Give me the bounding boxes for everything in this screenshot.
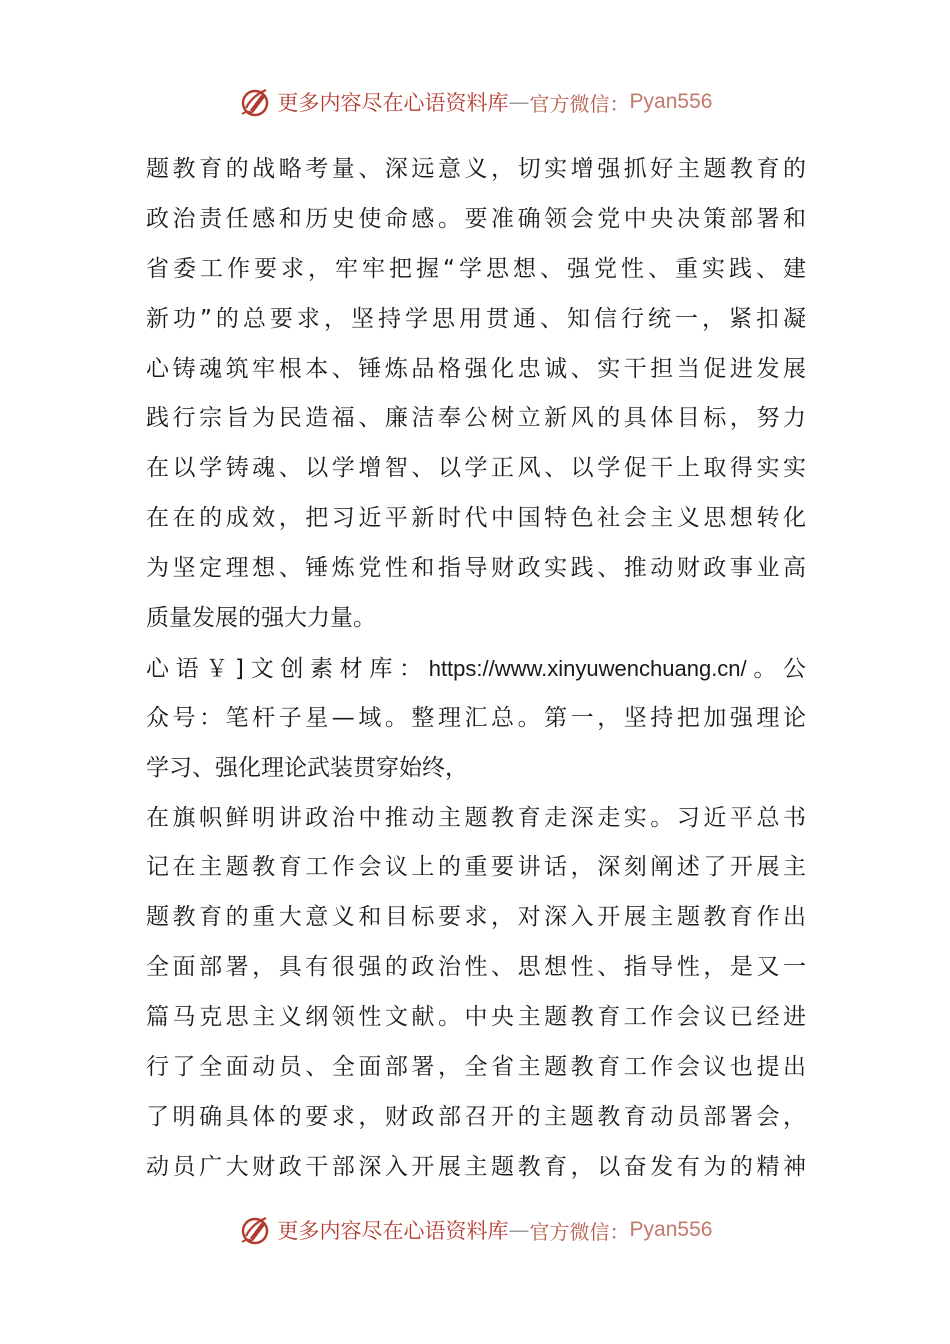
footer-banner bbox=[0, 1208, 950, 1252]
body-line: 质量发展的强大力量。 bbox=[146, 605, 376, 632]
body-line: 篇马克思主义纲领性文献。中央主题教育工作会议已经进 bbox=[146, 1004, 806, 1031]
body-line: 学习、强化理论武装贯穿始终， bbox=[146, 754, 468, 781]
body-line: 在以学铸魂、以学增智、以学正风、以学促干上取得实实 bbox=[146, 455, 806, 482]
source-suffix: 。公 bbox=[746, 655, 806, 682]
body-line: 动员广大财政干部深入开展主题教育，以奋发有为的精神 bbox=[146, 1153, 806, 1180]
source-line bbox=[146, 644, 806, 694]
body-line: 新功”的总要求，坚持学思用贯通、知信行统一，紧扣凝 bbox=[146, 305, 806, 332]
header-banner bbox=[0, 80, 950, 124]
body-line: 题教育的战略考量、深远意义，切实增强抓好主题教育的 bbox=[146, 156, 806, 182]
pen-nib-circle-logo-icon bbox=[238, 1212, 274, 1248]
body-line: 题教育的重大意义和目标要求，对深入开展主题教育作出 bbox=[146, 904, 806, 931]
pen-nib-circle-logo-icon bbox=[238, 84, 274, 120]
body-line: 践行宗旨为民造福、廉洁奉公树立新风的具体目标，努力 bbox=[146, 405, 806, 432]
body-line: 行了全面动员、全面部署，全省主题教育工作会议也提出 bbox=[146, 1054, 806, 1081]
banner-separator: — bbox=[508, 90, 530, 114]
body-line: 在旗帜鲜明讲政治中推动主题教育走深走实。习近平总书 bbox=[146, 804, 806, 831]
body-line: 心铸魂筑牢根本、锤炼品格强化忠诚、实干担当促进发展 bbox=[146, 355, 806, 382]
body-line: 记在主题教育工作会议上的重要讲话，深刻阐述了开展主 bbox=[146, 854, 806, 881]
body-line: 在在的成效，把习近平新时代中国特色社会主义思想转化 bbox=[146, 505, 806, 532]
banner-brand-text: 更多内容尽在心语资料库 bbox=[277, 91, 509, 115]
banner-brand-text: 更多内容尽在心语资料库 bbox=[277, 1219, 509, 1243]
body-line: 全面部署，具有很强的政治性、思想性、指导性，是又一 bbox=[146, 954, 806, 981]
body-line: 为坚定理想、锤炼党性和指导财政实践、推动财政事业高 bbox=[146, 555, 806, 582]
body-line: 了明确具体的要求，财政部召开的主题教育动员部署会， bbox=[146, 1103, 806, 1130]
document-body bbox=[146, 145, 806, 1193]
body-line: 政治责任感和历史使命感。要准确领会党中央决策部署和 bbox=[146, 205, 806, 232]
banner-wechat-id: Pyan556 bbox=[629, 1218, 713, 1241]
body-line: 省委工作要求，牢牢把握“学思想、强党性、重实践、建 bbox=[146, 255, 806, 282]
source-prefix: 心语￥]文创素材库： bbox=[146, 655, 429, 682]
banner-wechat-id: Pyan556 bbox=[629, 90, 713, 113]
banner-separator: — bbox=[508, 1218, 530, 1242]
banner-wechat-label: 官方微信： bbox=[529, 91, 630, 116]
source-url: https://www.xinyuwenchuang.cn/ bbox=[428, 655, 747, 681]
body-line: 众号：笔杆子星—域。整理汇总。第一，坚持把加强理论 bbox=[146, 704, 806, 731]
banner-wechat-label: 官方微信： bbox=[529, 1219, 630, 1244]
